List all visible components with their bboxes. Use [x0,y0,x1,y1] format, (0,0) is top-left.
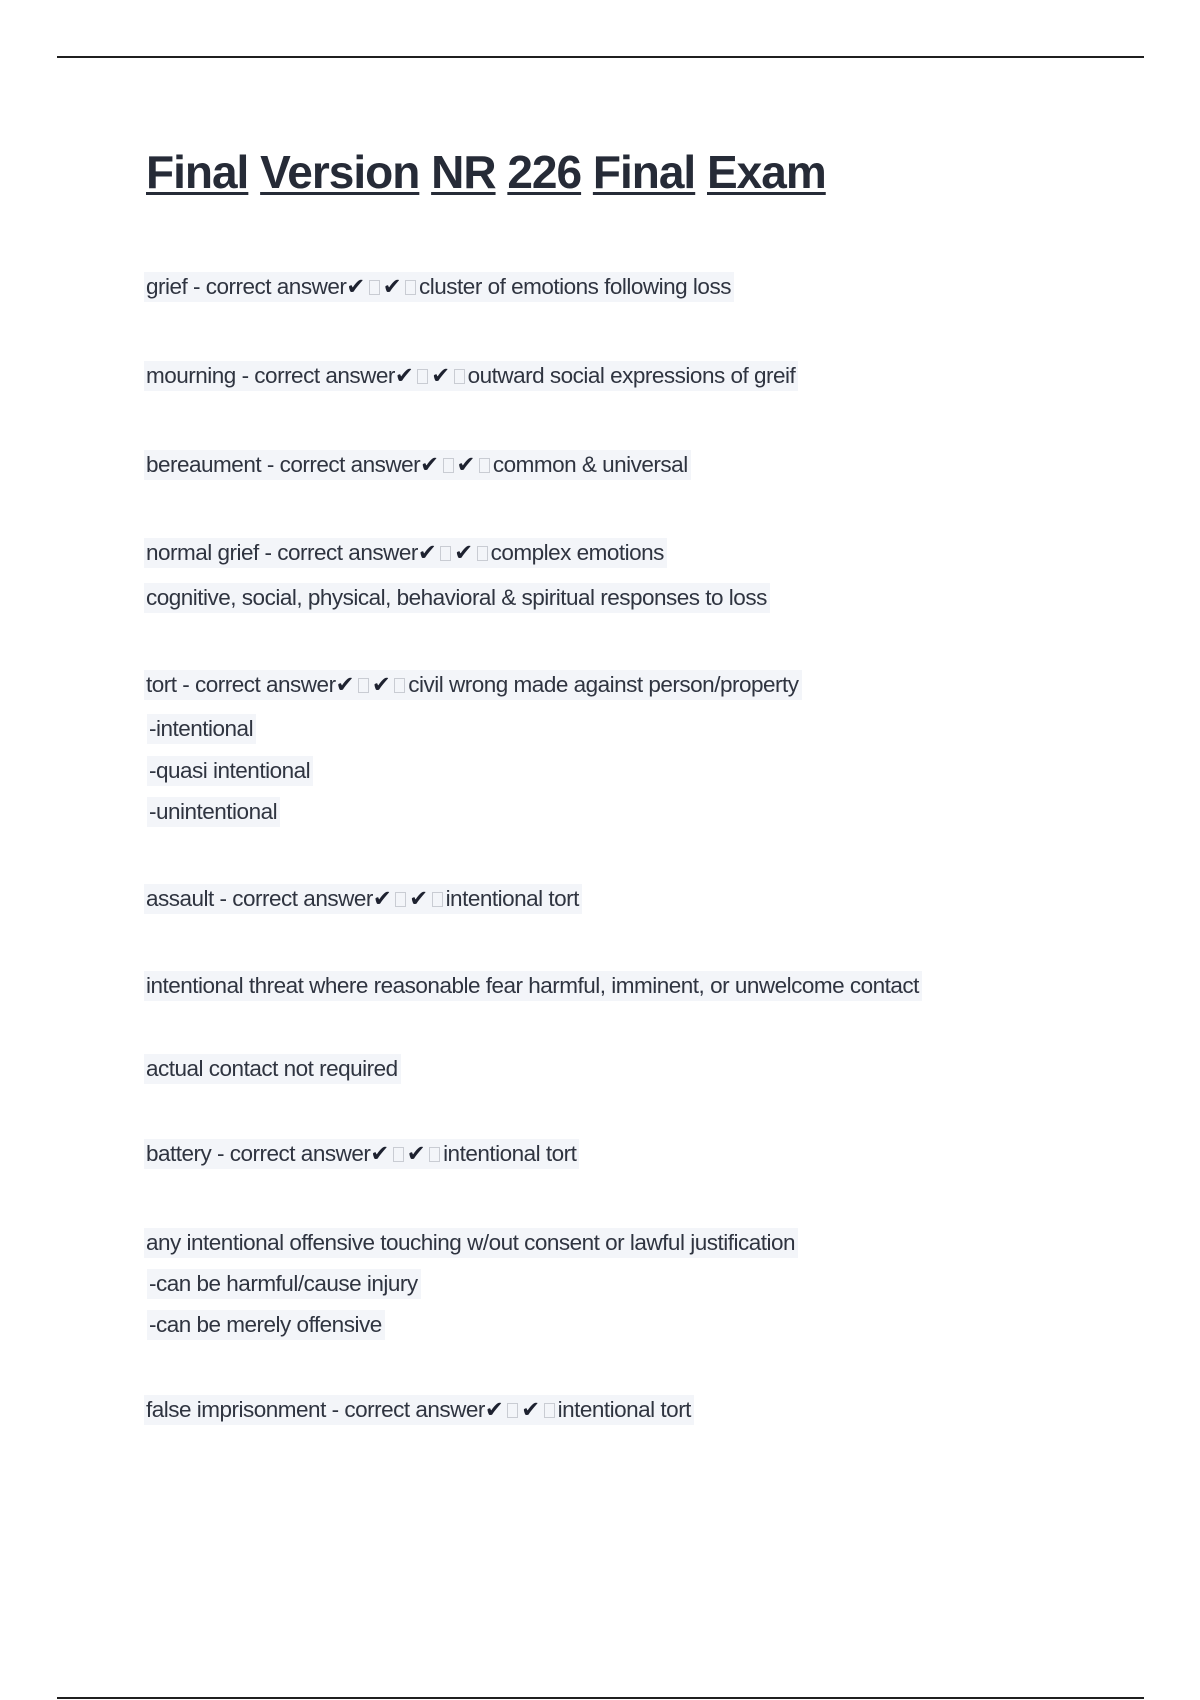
normal-grief-detail: cognitive, social, physical, behavioral & spiritual responses to loss [144,583,770,613]
entry-term: false imprisonment [146,1397,326,1422]
check-icon: ✔ [420,452,439,477]
battery-detail-offensive: -can be merely offensive [147,1310,385,1340]
entry-mourning [144,361,798,391]
tort-type-unintentional: -unintentional [147,797,280,827]
entry-answer: intentional tort [443,1141,577,1166]
entry-assault [144,884,582,914]
assault-detail-threat: intentional threat where reasonable fear harmful, imminent, or unwelcome contact [144,971,922,1001]
entry-battery [144,1139,579,1169]
entry-normal-grief [144,538,667,568]
missing-glyph-box [440,546,451,561]
answer-label: - correct answer [235,363,395,388]
title-word: Final [146,146,249,198]
entry-answer: complex emotions [490,540,664,565]
check-icon: ✔ [456,452,475,477]
entry-term: battery [146,1141,212,1166]
entry-answer: civil wrong made against person/property [408,672,799,697]
check-icon: ✔ [431,363,450,388]
check-icon: ✔ [372,886,392,911]
check-icon: ✔ [409,886,428,911]
entry-answer: common & universal [492,452,688,477]
check-icon: ✔ [417,540,437,565]
answer-label: - correct answer [213,886,373,911]
check-icon: ✔ [454,540,473,565]
missing-glyph-box [429,1147,440,1162]
battery-detail-touching: any intentional offensive touching w/out consent or lawful justification [144,1228,798,1258]
entry-false-imprisonment [144,1395,694,1425]
entry-term: tort [146,672,177,697]
check-icon: ✔ [484,1397,504,1422]
tort-type-quasi-intentional: -quasi intentional [147,756,313,786]
check-icon: ✔ [346,274,365,299]
check-icon: ✔ [382,274,402,299]
entry-answer: cluster of emotions following loss [419,274,731,299]
entry-term: grief [146,274,188,299]
title-word: 226 [507,146,582,198]
title-word: Exam [707,146,826,198]
check-icon: ✔ [406,1141,426,1166]
missing-glyph-box [358,678,369,693]
check-icon: ✔ [370,1141,389,1166]
entry-grief [144,272,734,302]
title-word: NR [431,146,496,198]
missing-glyph-box [394,678,405,693]
missing-glyph-box [395,892,406,907]
top-rule [57,56,1144,58]
check-icon: ✔ [335,672,354,697]
missing-glyph-box [477,546,488,561]
answer-label: - correct answer [187,274,347,299]
missing-glyph-box [544,1403,555,1418]
document-title [146,145,826,199]
entry-answer: intentional tort [557,1397,691,1422]
check-icon: ✔ [371,672,391,697]
missing-glyph-box [417,369,428,384]
missing-glyph-box [405,280,416,295]
missing-glyph-box [432,892,443,907]
title-word: Version [260,146,420,198]
answer-label: - correct answer [211,1141,371,1166]
missing-glyph-box [507,1403,518,1418]
missing-glyph-box [479,458,490,473]
missing-glyph-box [369,280,380,295]
missing-glyph-box [393,1147,404,1162]
bottom-rule [57,1697,1144,1699]
missing-glyph-box [454,369,465,384]
assault-detail-contact: actual contact not required [144,1054,401,1084]
answer-label: - correct answer [325,1397,485,1422]
entry-term: normal grief [146,540,259,565]
entry-term: mourning [146,363,236,388]
check-icon: ✔ [394,363,414,388]
entry-bereaument [144,450,691,480]
entry-term: bereaument [146,452,262,477]
missing-glyph-box [443,458,454,473]
answer-label: - correct answer [176,672,336,697]
tort-type-intentional: -intentional [147,714,256,744]
answer-label: - correct answer [258,540,418,565]
title-word: Final [592,146,696,198]
entry-term: assault [146,886,214,911]
answer-label: - correct answer [261,452,421,477]
battery-detail-harmful: -can be harmful/cause injury [147,1269,421,1299]
check-icon: ✔ [521,1397,540,1422]
entry-answer: intentional tort [445,886,579,911]
entry-answer: outward social expressions of greif [467,363,796,388]
entry-tort [144,670,802,700]
